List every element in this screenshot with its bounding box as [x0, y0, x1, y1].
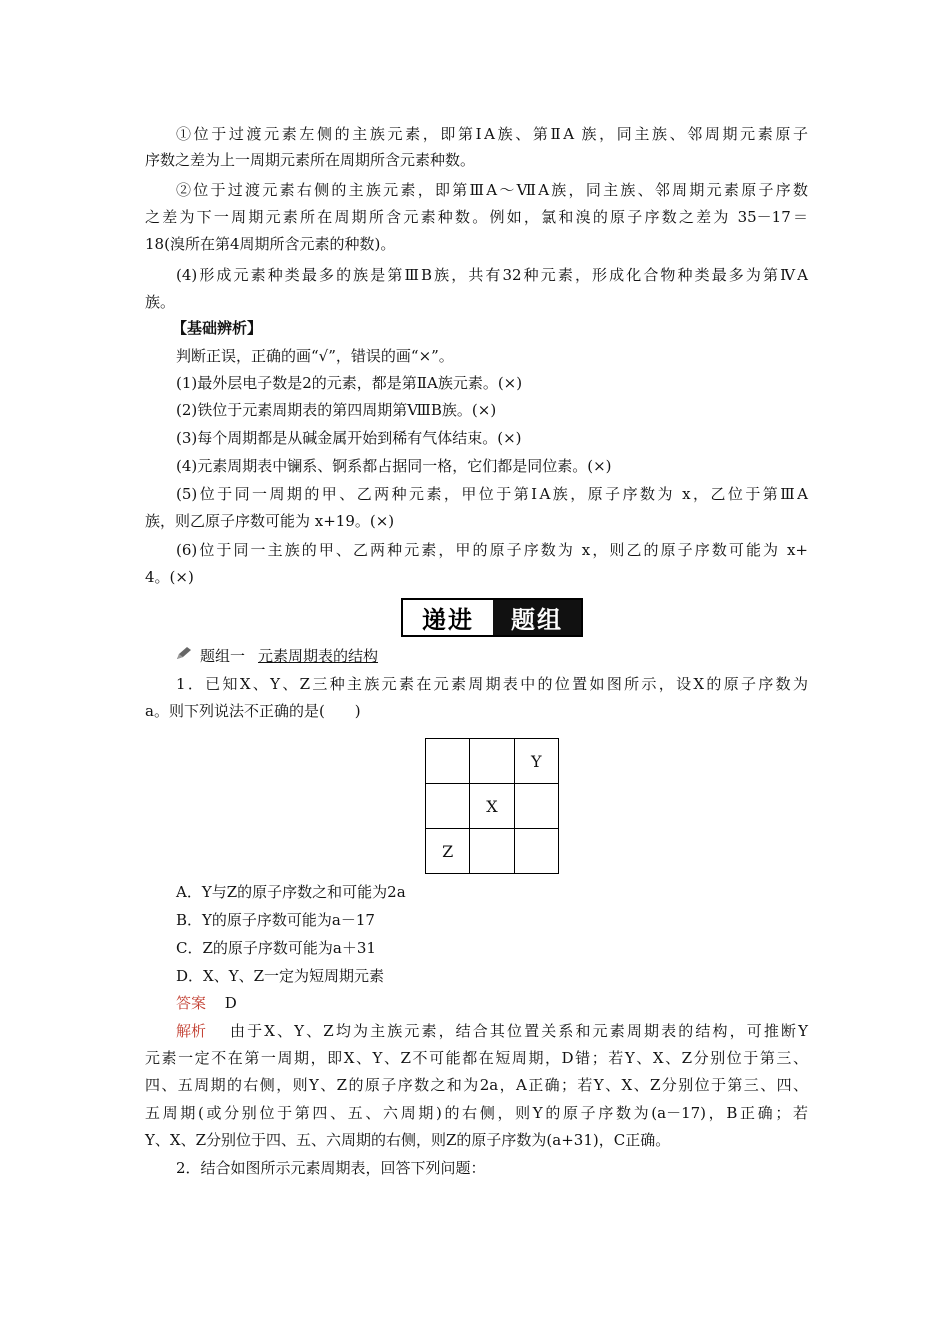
grid-cell: Z	[426, 829, 470, 874]
banner-left-text: 递进	[403, 600, 493, 635]
paragraph-line: 族。	[145, 293, 176, 311]
option-b: B．Y的原子序数可能为a－17	[176, 911, 375, 929]
grid-cell	[470, 829, 514, 874]
judgement-item: (1)最外层电子数是2的元素，都是第ⅡA族元素。(×)	[176, 374, 523, 392]
judgement-item: (2)铁位于元素周期表的第四周期第ⅧB族。(×)	[176, 401, 497, 419]
judgement-item: (4)元素周期表中镧系、锕系都占据同一格，它们都是同位素。(×)	[176, 457, 612, 475]
grid-cell: Y	[514, 739, 558, 784]
analysis-text: 四、五周期的右侧，则Y、Z的原子序数之和为2a，A正确；若Y、X、Z分别位于第三、四、	[145, 1076, 808, 1094]
grid-cell	[470, 739, 514, 784]
question-stem: a。则下列说法不正确的是( )	[145, 702, 361, 720]
grid-cell	[514, 784, 558, 829]
section-banner	[401, 598, 583, 637]
group-label: 题组一	[200, 647, 246, 665]
analysis-label: 解析	[176, 1022, 207, 1040]
judgement-item: (5)位于同一周期的甲、乙两种元素，甲位于第ⅠA族，原子序数为 x，乙位于第ⅢA	[176, 485, 808, 503]
group-title: 元素周期表的结构	[258, 647, 379, 665]
analysis-text: 元素一定不在第一周期，即X、Y、Z不可能都在短周期，D错；若Y、X、Z分别位于第三、	[145, 1049, 808, 1067]
answer-label: 答案	[176, 994, 207, 1012]
question-stem: 1．已知X、Y、Z三种主族元素在元素周期表中的位置如图所示，设X的原子序数为	[176, 675, 808, 693]
periodic-position-grid	[425, 738, 559, 874]
question-stem: 2．结合如图所示元素周期表，回答下列问题：	[176, 1159, 486, 1177]
option-a: A．Y与Z的原子序数之和可能为2a	[176, 883, 406, 901]
answer-value: D	[224, 994, 237, 1012]
paragraph-line: 18(溴所在第4周期所含元素的种数)。	[145, 235, 396, 253]
option-c: C．Z的原子序数可能为a＋31	[176, 939, 376, 957]
paragraph-line: ②位于过渡元素右侧的主族元素，即第ⅢA～ⅦA族，同主族、邻周期元素原子序数	[176, 181, 808, 199]
section-heading: 【基础辨析】	[172, 319, 263, 337]
judgement-item: (3)每个周期都是从碱金属开始到稀有气体结束。(×)	[176, 429, 522, 447]
analysis-text: 由于X、Y、Z均为主族元素，结合其位置关系和元素周期表的结构，可推断Y	[230, 1022, 808, 1040]
grid-cell	[426, 739, 470, 784]
paragraph-line: (4)形成元素种类最多的族是第ⅢB族，共有32种元素，形成化合物种类最多为第ⅣA	[176, 266, 808, 284]
grid-cell: X	[470, 784, 514, 829]
judgement-item: 族，则乙原子序数可能为 x+19。(×)	[145, 512, 395, 530]
option-d: D．X、Y、Z一定为短周期元素	[176, 967, 385, 985]
judgement-item: 4。(×)	[145, 568, 194, 586]
banner-right-text: 题组	[493, 600, 581, 635]
paragraph-line: 之差为下一周期元素所在周期所含元素种数。例如，氯和溴的原子序数之差为 35－17＝	[145, 208, 808, 226]
analysis-text: 五周期(或分别位于第四、五、六周期)的右侧，则Y的原子序数为(a－17)，B正确；若	[145, 1104, 808, 1122]
paragraph-line: ①位于过渡元素左侧的主族元素，即第ⅠA族、第ⅡA 族，同主族、邻周期元素原子	[176, 125, 808, 143]
grid-cell	[514, 829, 558, 874]
grid-cell	[426, 784, 470, 829]
judgement-item: (6)位于同一主族的甲、乙两种元素，甲的原子序数为 x，则乙的原子序数可能为 x+	[176, 541, 808, 559]
pencil-icon	[176, 646, 192, 660]
instruction-text: 判断正误，正确的画“√”，错误的画“×”。	[176, 347, 454, 365]
paragraph-line: 序数之差为上一周期元素所在周期所含元素种数。	[145, 151, 476, 169]
analysis-text: Y、X、Z分别位于四、五、六周期的右侧，则Z的原子序数为(a+31)，C正确。	[145, 1131, 671, 1149]
answer-row	[176, 993, 237, 1013]
